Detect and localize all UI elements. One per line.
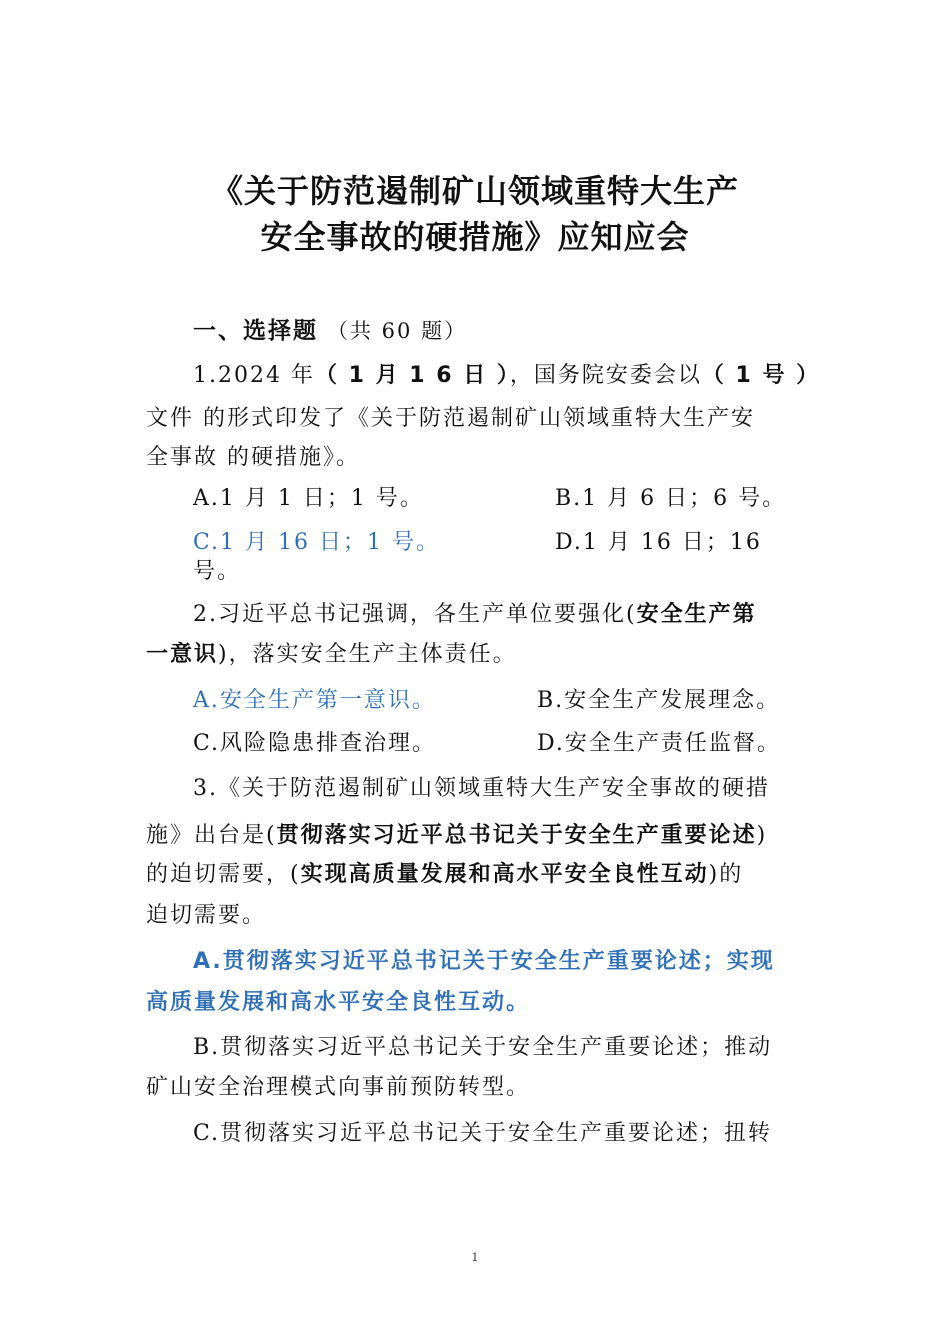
q2-option-d: D.安全生产责任监督。 bbox=[537, 731, 781, 756]
q1-option-d: D.1 月 16 日；16 bbox=[555, 530, 762, 555]
question-1-line-2: 文件 的形式印发了《关于防范遏制矿山领域重特大生产安 bbox=[146, 406, 755, 431]
q1-year: 1.2024 年 bbox=[193, 363, 315, 388]
q3-option-a-correct-line-2: 高质量发展和高水平安全良性互动。 bbox=[146, 990, 531, 1015]
q1-text: ，国务院安委会以 bbox=[509, 363, 702, 388]
q2-option-a-correct: A.安全生产第一意识。 bbox=[193, 688, 436, 713]
q2-text-end: )，落实安全生产主体责任。 bbox=[218, 642, 517, 667]
q2-option-c: C.风险隐患排查治理。 bbox=[193, 731, 437, 756]
q3-text-b: 的迫切需要，( bbox=[146, 862, 301, 887]
q1-option-c-correct: C.1 月 16 日；1 号。 bbox=[193, 530, 441, 555]
q1-option-d-continued: 号。 bbox=[193, 559, 242, 584]
question-3-line-1: 3.《关于防范遏制矿山领域重特大生产安全事故的硬措 bbox=[193, 776, 770, 801]
question-2-line-2 bbox=[146, 637, 517, 668]
page-number: 1 bbox=[471, 1251, 479, 1264]
section-heading-note: （共 60 题） bbox=[327, 319, 468, 343]
document-title-line-2: 安全事故的硬措施》应知应会 bbox=[260, 218, 690, 256]
section-heading-text: 一、选择题 bbox=[193, 318, 318, 344]
question-3-line-4: 迫切需要。 bbox=[146, 903, 267, 928]
q3-text-c: )的 bbox=[708, 862, 744, 887]
question-2-line-1 bbox=[193, 597, 757, 628]
question-3-line-2 bbox=[146, 818, 767, 849]
q1-answer-date: （ 1 月 1 6 日 ） bbox=[314, 363, 510, 388]
q2-answer-part1: 安全生产第 bbox=[636, 602, 757, 627]
q3-paren-close: ) bbox=[756, 823, 768, 848]
q2-answer-part2: 一意识 bbox=[146, 642, 219, 667]
document-title-line-1: 《关于防范遏制矿山领域重特大生产 bbox=[210, 172, 739, 210]
q3-text-a: 施》出台是( bbox=[146, 823, 277, 848]
q1-option-a: A.1 月 1 日；1 号。 bbox=[193, 486, 424, 511]
q3-option-b-line-2: 矿山安全治理模式向事前预防转型。 bbox=[146, 1075, 531, 1100]
q3-option-c-line-1: C.贯彻落实习近平总书记关于安全生产重要论述；扭转 bbox=[193, 1121, 773, 1146]
q3-answer-part1: 贯彻落实习近平总书记关于安全生产重要论述 bbox=[276, 823, 757, 848]
q1-answer-number: （ 1 号 ） bbox=[701, 363, 821, 388]
question-1-line-1 bbox=[193, 358, 820, 389]
q1-option-b: B.1 月 6 日；6 号。 bbox=[555, 486, 787, 511]
q2-option-b: B.安全生产发展理念。 bbox=[537, 688, 781, 713]
q2-text: 2.习近平总书记强调，各生产单位要强化( bbox=[193, 602, 637, 627]
section-heading bbox=[193, 312, 467, 345]
question-1-line-3: 全事故 的硬措施》。 bbox=[146, 445, 360, 470]
q3-answer-part2: 实现高质量发展和高水平安全良性互动 bbox=[300, 862, 709, 887]
question-3-line-3 bbox=[146, 857, 743, 888]
q3-option-b-line-1: B.贯彻落实习近平总书记关于安全生产重要论述；推动 bbox=[193, 1035, 773, 1060]
q3-option-a-correct-line-1: A.贯彻落实习近平总书记关于安全生产重要论述；实现 bbox=[193, 949, 775, 974]
